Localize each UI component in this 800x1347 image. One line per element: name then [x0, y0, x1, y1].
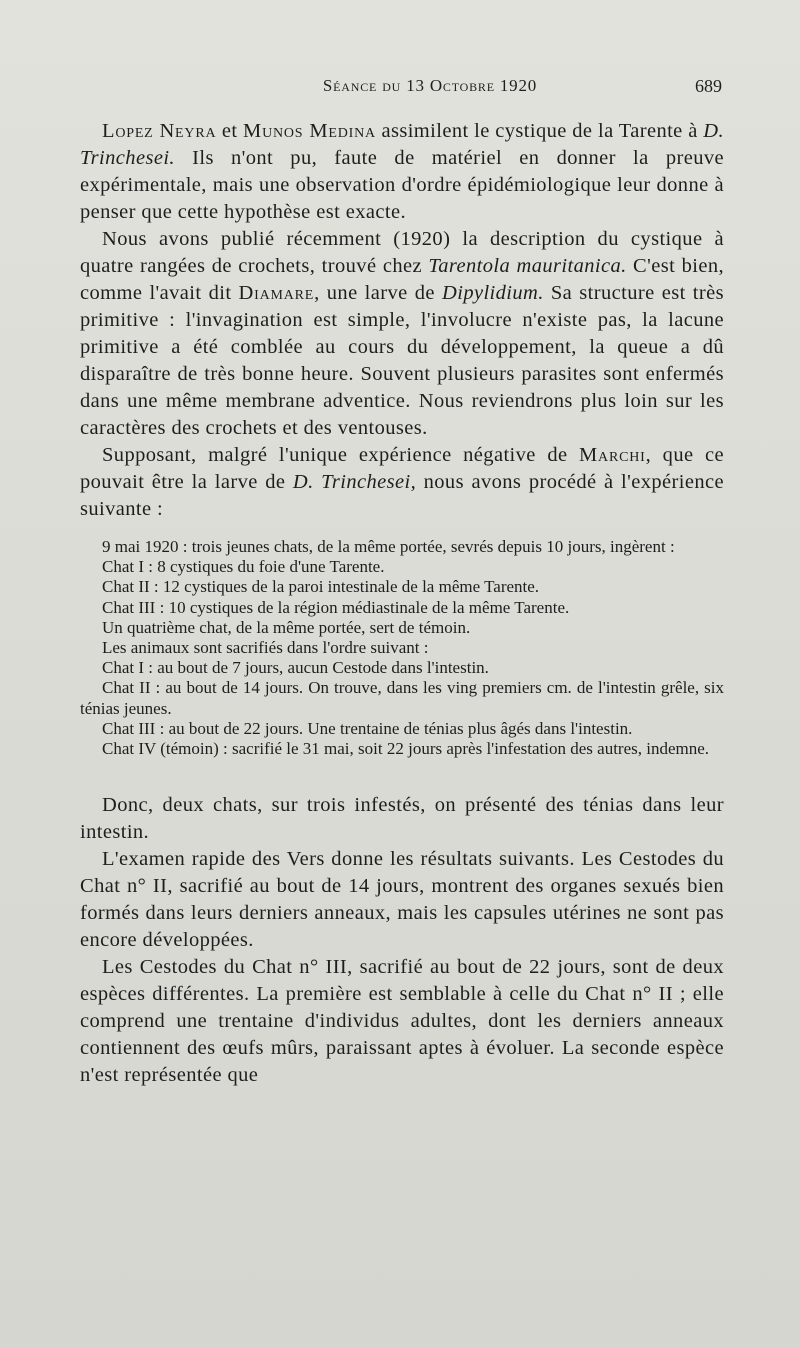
note-line: Chat III : 10 cystiques de la région médiastinale de la même Tarente. — [102, 597, 570, 617]
paragraph — [80, 226, 724, 442]
paragraph — [80, 442, 724, 523]
text-run: assimilent le cystique de la Tarente à — [375, 120, 704, 142]
author-name: Diamare — [238, 282, 315, 304]
text-run: et — [216, 120, 244, 142]
page-number: 689 — [695, 76, 722, 96]
species-name: Tarentola mauritanica. — [428, 255, 627, 277]
note-line: Chat II : au bout de 14 jours. On trouve, dans les ving premiers cm. de l'intestin grêle, six ténias jeunes. — [80, 678, 724, 718]
running-head — [0, 76, 800, 106]
results-section — [80, 792, 724, 1089]
text-run: , que ce pouvait être la larve de — [80, 444, 725, 493]
text-run: nous avons procédé à l'expérience suivante : — [80, 471, 724, 520]
paragraph: Les Cestodes du Chat n° III, sacrifié au bout de 22 jours, sont de deux espèces différentes. La première est semblable à celle du Chat n° II ; elle comprend une trentaine d'individus adultes, dont les derniers anneaux contiennent des œufs mûrs, paraissant aptes à évoluer. La seconde espèce n'est représentée que — [80, 956, 724, 1087]
paragraph: L'examen rapide des Vers donne les résultats suivants. Les Cestodes du Chat n° II, sacrifié au bout de 14 jours, montrent des organes sexués bien formés dans leurs derniers anneaux, mais les capsules utérines ne sont pas encore développées. — [80, 848, 724, 952]
note-line: Chat I : 8 cystiques du foie d'une Tarente. — [102, 557, 385, 577]
note-line: Chat I : au bout de 7 jours, aucun Cestode dans l'intestin. — [102, 658, 489, 678]
author-name: Munos Medina — [243, 120, 376, 142]
paragraph — [80, 118, 724, 226]
note-line: Un quatrième chat, de la même portée, sert de témoin. — [102, 617, 471, 637]
note-line: Chat IV (témoin) : sacrifié le 31 mai, soit 22 jours après l'infestation des autres, indemne. — [102, 739, 710, 759]
text-run: Ils n'ont pu, faute de matériel en donner la preuve expérimentale, mais une observation d'ordre épidémiologique leur donne à penser que cette hypothèse est exacte. — [80, 147, 724, 223]
note-line: Chat II : 12 cystiques de la paroi intestinale de la même Tarente. — [102, 577, 540, 597]
species-name: D. Trinchesei. — [80, 120, 724, 169]
species-name: D. Trinchesei, — [292, 471, 417, 493]
running-head-title: Séance du 13 Octobre 1920 — [322, 76, 538, 95]
body-text — [80, 118, 724, 1089]
author-name: Lopez Neyra — [102, 120, 217, 142]
paragraph: Donc, deux chats, sur trois infestés, on présenté des ténias dans leur intestin. — [80, 794, 724, 844]
note-line: Les animaux sont sacrifiés dans l'ordre suivant : — [102, 638, 429, 658]
note-line: Chat III : au bout de 22 jours. Une trentaine de ténias plus âgés dans l'intestin. — [102, 718, 633, 738]
author-name: Marchi — [579, 444, 646, 466]
note-line: 9 mai 1920 : trois jeunes chats, de la même portée, sevrés depuis 10 jours, ingèrent : — [102, 537, 675, 556]
species-name: Dipylidium. — [442, 282, 544, 304]
text-run: C'est bien, comme l'avait dit — [80, 255, 724, 304]
text-run: Sa structure est très primitive : l'invagination est simple, l'involucre n'existe pas, la lacune primitive a été comblée au cours du développement, la queue a dû disparaître de très bonne heure. Souvent plusieurs parasites sont enfermés dans une même membrane adventice. Nous reviendrons plus loin sur les caractères des crochets et des ventouses. — [80, 282, 724, 439]
text-run: Nous avons publié récemment (1920) la description du cystique à quatre rangées de crochets, trouvé chez — [80, 228, 724, 277]
text-run: , une larve de — [314, 282, 443, 304]
text-run: Supposant, malgré l'unique expérience négative de — [102, 444, 580, 466]
experiment-notes — [80, 537, 724, 759]
